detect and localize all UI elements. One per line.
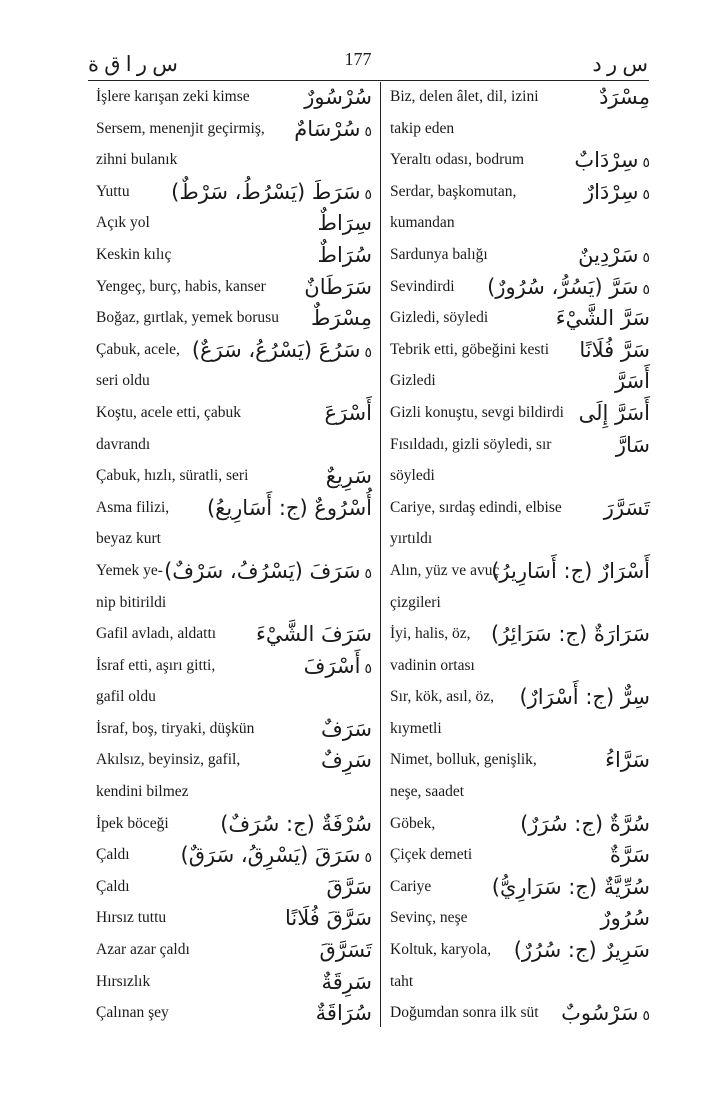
arabic-headword: سَرَّ الشَّيْءَ bbox=[555, 306, 650, 331]
dictionary-entry-line bbox=[96, 841, 372, 873]
dictionary-entry-line bbox=[96, 589, 372, 621]
turkish-definition: Yuttu bbox=[96, 182, 130, 200]
dictionary-entry-line bbox=[96, 810, 372, 842]
turkish-definition: takip eden bbox=[390, 119, 455, 137]
turkish-definition: Yengeç, burç, habis, kanser bbox=[96, 277, 266, 295]
turkish-definition: kıymetli bbox=[390, 719, 442, 737]
turkish-definition: Koltuk, karyola, bbox=[390, 941, 492, 959]
page-number: 177 bbox=[344, 49, 372, 69]
left-column bbox=[96, 83, 372, 1031]
dictionary-entry-line bbox=[390, 431, 650, 463]
dictionary-entry-line bbox=[390, 367, 650, 399]
column-divider bbox=[380, 82, 381, 1027]
dictionary-entry-line bbox=[390, 178, 650, 210]
turkish-definition: Alın, yüz ve avuç bbox=[390, 561, 500, 579]
turkish-definition: Biz, delen âlet, dil, izini bbox=[390, 88, 539, 105]
turkish-definition: İyi, halis, öz, bbox=[390, 625, 471, 643]
arabic-headword-group bbox=[207, 494, 372, 522]
turkish-definition: nip bitirildi bbox=[96, 593, 167, 611]
dictionary-entry-line bbox=[96, 399, 372, 431]
dictionary-entry-line bbox=[390, 683, 650, 715]
turkish-definition: çizgileri bbox=[390, 593, 441, 611]
arabic-headword: سَرِفٌ bbox=[321, 748, 372, 773]
arabic-headword-group bbox=[316, 999, 372, 1027]
arabic-headword: أَسَرَّ bbox=[614, 369, 650, 394]
arabic-headword: سَارَّ bbox=[615, 432, 650, 457]
arabic-headword: مِسْرَدٌ bbox=[599, 85, 650, 109]
turkish-definition: İpek böceği bbox=[96, 814, 169, 832]
turkish-definition: kendini bilmez bbox=[96, 783, 189, 801]
arabic-headword: سَرَّةٌ bbox=[609, 843, 650, 868]
arabic-headword-group bbox=[604, 494, 650, 522]
turkish-definition: kumandan bbox=[390, 214, 455, 232]
arabic-headword: مِسْرَطٌ bbox=[311, 306, 372, 331]
dictionary-entry-line bbox=[96, 336, 372, 368]
arabic-headword-group bbox=[181, 841, 372, 872]
turkish-definition: Sardunya balığı bbox=[390, 245, 488, 263]
dictionary-entry-line bbox=[96, 494, 372, 526]
arabic-headword-group bbox=[192, 336, 372, 367]
arabic-headword-group bbox=[487, 273, 650, 304]
arabic-headword: أَسَرَّ إِلَى bbox=[578, 400, 650, 425]
arabic-headword-group bbox=[578, 241, 650, 272]
arabic-headword: سُرْسَامٌ bbox=[294, 116, 361, 141]
dictionary-entry-line bbox=[96, 620, 372, 652]
arabic-headword-group bbox=[320, 936, 372, 964]
arabic-headword: سَرَطَانٌ bbox=[304, 274, 372, 299]
arabic-headword-group bbox=[491, 557, 650, 585]
arabic-headword: سُرَاقَةٌ bbox=[315, 1001, 372, 1026]
arabic-headword: سَرْسُوبٌ bbox=[561, 1001, 639, 1026]
arabic-headword-group bbox=[561, 999, 650, 1030]
arabic-headword: سِرْدَابٌ bbox=[574, 148, 639, 173]
turkish-definition: Çaldı bbox=[96, 846, 130, 864]
dictionary-entry-line bbox=[390, 115, 650, 147]
turkish-definition: Göbek, bbox=[390, 814, 436, 832]
arabic-headword: سُرَاطٌ bbox=[317, 242, 372, 267]
arabic-headword: سَرَّقَ bbox=[326, 874, 372, 899]
arabic-headword: سَرَفَ (يَسْرُفُ، سَرْفٌ) bbox=[164, 558, 361, 583]
dictionary-entry-line bbox=[96, 746, 372, 778]
dictionary-entry-line bbox=[390, 525, 650, 557]
root-marker: ٥ bbox=[642, 1008, 650, 1025]
arabic-headword-group bbox=[294, 115, 372, 146]
arabic-headword-group bbox=[610, 841, 650, 869]
turkish-definition: Sır, kök, asıl, öz, bbox=[390, 688, 494, 706]
arabic-headword-group bbox=[556, 304, 650, 332]
arabic-headword: سَرَارَةٌ (ج: سَرَائِرُ) bbox=[491, 622, 650, 647]
arabic-headword-group bbox=[601, 904, 650, 932]
dictionary-entry-line bbox=[390, 810, 650, 842]
turkish-definition: Serdar, başkomutan, bbox=[390, 182, 517, 200]
dictionary-entry-line bbox=[96, 209, 372, 241]
dictionary-entry-line bbox=[390, 304, 650, 336]
dictionary-entry-line bbox=[390, 241, 650, 273]
arabic-headword: أَسْرَعَ bbox=[324, 400, 372, 425]
dictionary-entry-line bbox=[96, 83, 372, 115]
dictionary-entry-line bbox=[96, 431, 372, 463]
dictionary-entry-line bbox=[390, 273, 650, 305]
turkish-definition: Gafil avladı, aldattı bbox=[96, 625, 217, 643]
arabic-headword: سُرَّةٌ (ج: سُرَرٌ) bbox=[520, 811, 650, 836]
arabic-headword: سَرَطَ (يَسْرُطُ، سَرْطٌ) bbox=[171, 179, 361, 204]
arabic-headword: أُسْرُوعٌ (ج: أَسَارِيعُ) bbox=[206, 495, 372, 520]
arabic-headword-group bbox=[519, 683, 650, 711]
arabic-headword: تَسَرَّقَ bbox=[319, 938, 372, 963]
dictionary-entry-line bbox=[96, 683, 372, 715]
root-marker: ٥ bbox=[364, 123, 372, 140]
arabic-headword: سُرُورٌ bbox=[600, 906, 650, 931]
dictionary-entry-line bbox=[390, 399, 650, 431]
dictionary-entry-line bbox=[390, 968, 650, 1000]
dictionary-entry-line bbox=[96, 273, 372, 305]
dictionary-entry-line bbox=[390, 557, 650, 589]
arabic-headword: سَرَفَ الشَّيْءَ bbox=[256, 622, 372, 647]
arabic-headword: سَرَفٌ bbox=[321, 716, 372, 741]
root-marker: ٥ bbox=[364, 565, 372, 582]
dictionary-entry-line bbox=[390, 146, 650, 178]
arabic-headword-group bbox=[304, 83, 372, 111]
arabic-headword-group bbox=[327, 873, 372, 901]
dictionary-entry-line bbox=[96, 367, 372, 399]
turkish-definition: Gizli konuştu, sevgi bildirdi bbox=[390, 403, 564, 421]
arabic-headword-group bbox=[322, 968, 372, 996]
arabic-headword: سِرَاطٌ bbox=[317, 211, 372, 236]
dictionary-entry-line bbox=[96, 462, 372, 494]
arabic-headword-group bbox=[492, 873, 650, 901]
arabic-headword: سُرْفَةٌ (ج: سُرَفٌ) bbox=[220, 811, 372, 836]
arabic-headword: سِرٌّ (ج: أَسْرَارٌ) bbox=[519, 685, 650, 710]
root-marker: ٥ bbox=[642, 249, 650, 266]
root-marker: ٥ bbox=[364, 186, 372, 203]
dictionary-entry-line bbox=[96, 652, 372, 684]
dictionary-entry-line bbox=[96, 241, 372, 273]
turkish-definition: vadinin ortası bbox=[390, 656, 475, 674]
root-marker: ٥ bbox=[364, 660, 372, 677]
arabic-headword: سَرِيرٌ (ج: سُرُرٌ) bbox=[513, 938, 650, 963]
dictionary-entry-line bbox=[390, 462, 650, 494]
arabic-headword-group bbox=[220, 810, 372, 838]
root-marker: ٥ bbox=[364, 344, 372, 361]
turkish-definition: Cariye, sırdaş edindi, elbise bbox=[390, 498, 562, 516]
dictionary-entry-line bbox=[96, 778, 372, 810]
arabic-headword-group bbox=[579, 336, 650, 364]
arabic-headword-group bbox=[285, 904, 372, 932]
turkish-definition: Çalınan şey bbox=[96, 1004, 169, 1022]
turkish-definition: Gizledi, söyledi bbox=[390, 309, 489, 327]
turkish-definition: Sevindirdi bbox=[390, 277, 455, 295]
arabic-headword: سَرَّقَ فُلَانًا bbox=[285, 906, 372, 931]
turkish-definition: davrandı bbox=[96, 435, 151, 453]
dictionary-entry-line bbox=[390, 209, 650, 241]
turkish-definition: Çaldı bbox=[96, 877, 130, 895]
turkish-definition: beyaz kurt bbox=[96, 530, 161, 548]
turkish-definition: Hırsızlık bbox=[96, 972, 151, 990]
arabic-headword-group bbox=[605, 746, 650, 774]
turkish-definition: zihni bulanık bbox=[96, 151, 178, 169]
dictionary-entry-line bbox=[390, 841, 650, 873]
dictionary-entry-line bbox=[96, 115, 372, 147]
dictionary-entry-line bbox=[390, 494, 650, 526]
arabic-headword: أَسْرَارٌ (ج: أَسَارِيرُ) bbox=[491, 558, 650, 583]
turkish-definition: İşlere karışan zeki kimse bbox=[96, 88, 250, 105]
dictionary-entry-line bbox=[96, 904, 372, 936]
arabic-headword: سَرَقَ (يَسْرِقُ، سَرَقٌ) bbox=[180, 843, 361, 868]
turkish-definition: Doğumdan sonra ilk süt bbox=[390, 1004, 539, 1022]
arabic-headword-group bbox=[304, 652, 372, 683]
arabic-headword-group bbox=[326, 462, 372, 490]
turkish-definition: İsraf, boş, tiryaki, düşkün bbox=[96, 719, 255, 737]
arabic-headword-group bbox=[574, 146, 650, 177]
root-marker: ٥ bbox=[642, 155, 650, 172]
dictionary-entry-line bbox=[96, 304, 372, 336]
arabic-headword-group bbox=[615, 367, 650, 395]
arabic-headword: سَرِيعٌ bbox=[325, 464, 372, 489]
dictionary-entry-line bbox=[390, 652, 650, 684]
dictionary-entry-line bbox=[96, 873, 372, 905]
arabic-headword-group bbox=[318, 209, 372, 237]
turkish-definition: Cariye bbox=[390, 877, 432, 895]
turkish-definition: neşe, saadet bbox=[390, 783, 465, 801]
root-marker: ٥ bbox=[642, 281, 650, 298]
turkish-definition: Yeraltı odası, bodrum bbox=[390, 151, 525, 169]
arabic-headword: تَسَرَّرَ bbox=[603, 495, 650, 520]
arabic-headword: سَرُعَ (يَسْرُعُ، سَرَعٌ) bbox=[191, 337, 361, 362]
dictionary-entry-line bbox=[96, 968, 372, 1000]
arabic-headword: سُرِّيَّةٌ (ج: سَرَارِيُّ) bbox=[491, 874, 650, 899]
turkish-definition: Çiçek demeti bbox=[390, 846, 473, 864]
turkish-definition: Boğaz, gırtlak, yemek borusu bbox=[96, 309, 279, 327]
dictionary-entry-line bbox=[390, 589, 650, 621]
arabic-headword: سَرَّ (يَسُرُّ، سُرُورٌ) bbox=[487, 274, 639, 299]
header-rule bbox=[88, 80, 649, 81]
arabic-headword: سَرِقَةٌ bbox=[321, 969, 372, 994]
turkish-definition: yırtıldı bbox=[390, 530, 433, 548]
root-marker: ٥ bbox=[642, 186, 650, 203]
turkish-definition: gafil oldu bbox=[96, 688, 156, 706]
arabic-headword: سَرَّ فُلَانًا bbox=[579, 337, 650, 362]
arabic-headword-group bbox=[164, 557, 372, 588]
arabic-headword: سُرْسُورٌ bbox=[304, 85, 372, 109]
dictionary-entry-line bbox=[390, 620, 650, 652]
arabic-headword-group bbox=[616, 431, 650, 459]
arabic-headword-group bbox=[324, 399, 372, 427]
turkish-definition: taht bbox=[390, 972, 414, 990]
turkish-definition: seri oldu bbox=[96, 372, 150, 390]
turkish-definition: Fısıldadı, gizli söyledi, sır bbox=[390, 435, 552, 453]
dictionary-entry-line bbox=[390, 746, 650, 778]
turkish-definition: Tebrik etti, göbeğini kesti bbox=[390, 340, 550, 358]
arabic-headword-group bbox=[599, 83, 650, 111]
header-right-keyword: س ر د bbox=[592, 52, 648, 76]
turkish-definition: Asma filizi, bbox=[96, 498, 170, 516]
dictionary-entry-line bbox=[96, 525, 372, 557]
arabic-headword-group bbox=[304, 273, 372, 301]
right-column bbox=[390, 83, 650, 1031]
arabic-headword-group bbox=[311, 304, 372, 332]
arabic-headword-group bbox=[520, 810, 650, 838]
dictionary-entry-line bbox=[96, 936, 372, 968]
arabic-headword-group bbox=[171, 178, 372, 209]
arabic-headword-group bbox=[256, 620, 372, 648]
turkish-definition: Yemek ye- bbox=[96, 561, 163, 579]
turkish-definition: İsraf etti, aşırı gitti, bbox=[96, 656, 216, 674]
dictionary-entry-line bbox=[390, 336, 650, 368]
dictionary-entry-line bbox=[390, 83, 650, 115]
arabic-headword: أَسْرَفَ bbox=[303, 653, 361, 678]
turkish-definition: Koştu, acele etti, çabuk bbox=[96, 403, 242, 421]
turkish-definition: Sevinç, neşe bbox=[390, 909, 468, 927]
turkish-definition: Çabuk, acele, bbox=[96, 340, 180, 358]
dictionary-entry-line bbox=[390, 999, 650, 1031]
arabic-headword-group bbox=[321, 746, 372, 774]
dictionary-entry-line bbox=[390, 715, 650, 747]
dictionary-entry-line bbox=[390, 778, 650, 810]
arabic-headword-group bbox=[491, 620, 650, 648]
turkish-definition: Sersem, menenjit geçirmiş, bbox=[96, 119, 265, 137]
arabic-headword-group bbox=[584, 178, 650, 209]
dictionary-entry-line bbox=[96, 715, 372, 747]
arabic-headword-group bbox=[321, 715, 372, 743]
header-left-keyword: س ر ا ق ة bbox=[88, 52, 178, 76]
turkish-definition: Akılsız, beyinsiz, gafil, bbox=[96, 751, 241, 769]
turkish-definition: Nimet, bolluk, genişlik, bbox=[390, 751, 537, 769]
arabic-headword: سَرَّاءُ bbox=[605, 748, 650, 773]
dictionary-entry-line bbox=[390, 904, 650, 936]
turkish-definition: söyledi bbox=[390, 467, 435, 485]
dictionary-entry-line bbox=[96, 146, 372, 178]
dictionary-entry-line bbox=[390, 873, 650, 905]
dictionary-entry-line bbox=[96, 178, 372, 210]
arabic-headword-group bbox=[514, 936, 650, 964]
dictionary-entry-line bbox=[390, 936, 650, 968]
root-marker: ٥ bbox=[364, 850, 372, 867]
turkish-definition: Gizledi bbox=[390, 372, 436, 390]
turkish-definition: Açık yol bbox=[96, 214, 150, 232]
arabic-headword-group bbox=[318, 241, 372, 269]
turkish-definition: Keskin kılıç bbox=[96, 245, 172, 263]
dictionary-entry-line bbox=[96, 557, 372, 589]
turkish-definition: Çabuk, hızlı, süratli, seri bbox=[96, 467, 249, 485]
arabic-headword-group bbox=[579, 399, 650, 427]
turkish-definition: Azar azar çaldı bbox=[96, 941, 190, 959]
turkish-definition: Hırsız tuttu bbox=[96, 909, 167, 927]
dictionary-entry-line bbox=[96, 999, 372, 1031]
arabic-headword: سَرْدِينٌ bbox=[578, 242, 639, 267]
arabic-headword: سِرْدَارٌ bbox=[583, 179, 639, 204]
